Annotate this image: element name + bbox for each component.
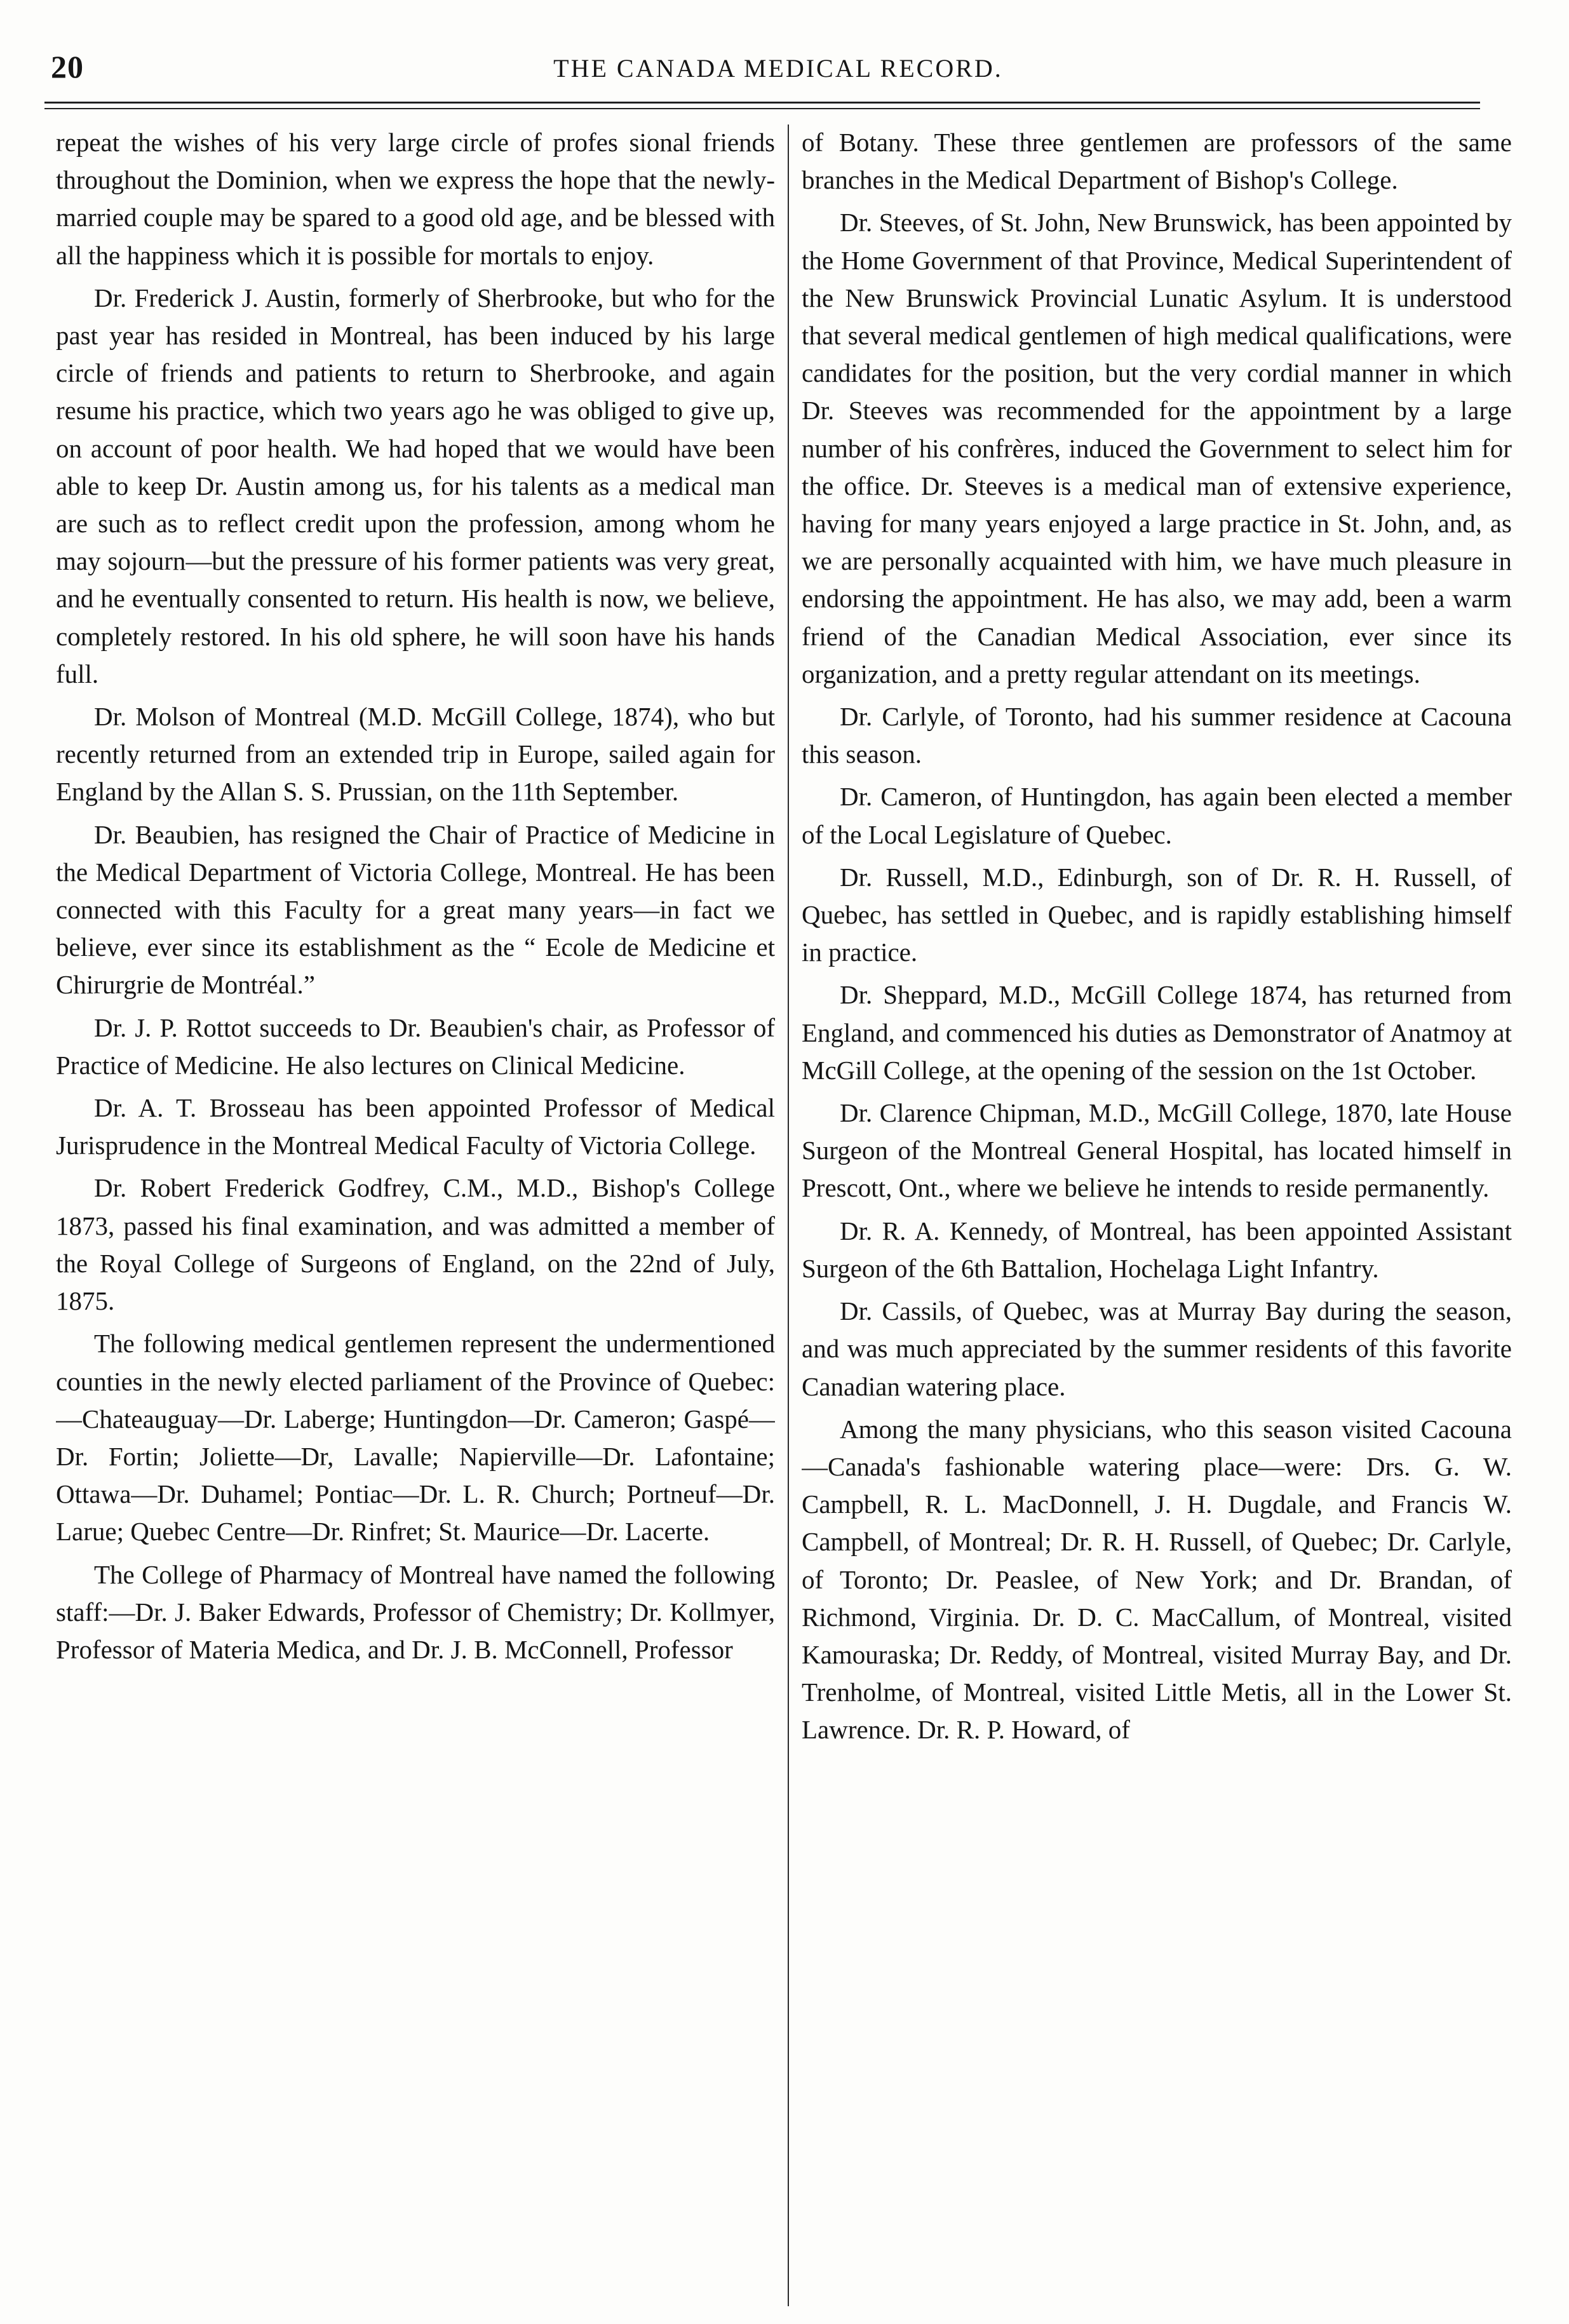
- paragraph-russell: Dr. Russell, M.D., Edinburgh, son of Dr. R. H. Russell, of Quebec, has settled in Quebec, and is rapidly establishing himself in practice.: [802, 862, 1512, 967]
- paragraph-pharmacy: The College of Pharmacy of Montreal have named the following staff:—Dr. J. Baker Edwards, Professor of Chemistry; Dr. Kollmyer, Professor of Materia Medica, and Dr. J. B. McConnell, Professor: [56, 1559, 775, 1664]
- header-rule-thin: [44, 108, 1480, 109]
- paragraph-botany-continued: of Botany. These three gentlemen are professors of the same branches in the Medical Department of Bishop's College.: [802, 128, 1512, 195]
- paragraph-cassils: Dr. Cassils, of Quebec, was at Murray Bay during the season, and was much appreciated by the summer residents of this favorite Canadian watering place.: [802, 1296, 1512, 1401]
- paragraph-continued-wishes: repeat the wishes of his very large circle of profes sional friends throughout the Dominion, when we express the hope that the newly-married couple may be spared to a good old age, and be blessed with all the happiness which it is possible for mortals to enjoy.: [56, 128, 775, 270]
- paragraph-austin: Dr. Frederick J. Austin, formerly of Sherbrooke, but who for the past year has resided in Montreal, has been induced by his large circle of friends and patients to return to Sherbrooke, and again resume his practice, which two years ago he was obliged to give up, on account of poor health. We had hoped that we would have been able to keep Dr. Austin among us, for his talents as a medical man are such as to reflect credit upon the profession, among whom he may sojourn—but the pressure of his former patients was very great, and he eventually consented to return. His health is now, we believe, completely restored. In his old sphere, he will soon have his hands full.: [56, 283, 775, 688]
- paragraph-beaubien: Dr. Beaubien, has resigned the Chair of Practice of Medicine in the Medical Department of Victoria College, Montreal. He has been connected with this Faculty for a great many years—in fact we believe, ever since its establishment as the “ Ecole de Medicine et Chirurgrie de Montréal.”: [56, 819, 775, 1000]
- journal-title: THE CANADA MEDICAL RECORD.: [553, 54, 1003, 83]
- paragraph-godfrey: Dr. Robert Frederick Godfrey, C.M., M.D., Bishop's College 1873, passed his final examination, and was admitted a member of the Royal College of Surgeons of England, on the 22nd of July, 1875.: [56, 1173, 775, 1316]
- paragraph-kennedy: Dr. R. A. Kennedy, of Montreal, has been appointed Assistant Surgeon of the 6th Battalion, Hochelaga Light Infantry.: [802, 1216, 1512, 1283]
- page-number: 20: [51, 49, 84, 84]
- paragraph-rottot: Dr. J. P. Rottot succeeds to Dr. Beaubien's chair, as Professor of Practice of Medicine. He also lectures on Clinical Medicine.: [56, 1012, 775, 1080]
- paragraph-cameron: Dr. Cameron, of Huntingdon, has again been elected a member of the Local Legislature of Quebec.: [802, 782, 1512, 849]
- paragraph-carlyle: Dr. Carlyle, of Toronto, had his summer residence at Cacouna this season.: [802, 702, 1512, 769]
- paragraph-brosseau: Dr. A. T. Brosseau has been appointed Professor of Medical Jurisprudence in the Montreal Medical Faculty of Victoria College.: [56, 1093, 775, 1160]
- page-header: [51, 46, 1505, 90]
- paragraph-molson: Dr. Molson of Montreal (M.D. McGill College, 1874), who but recently returned from an extended trip in Europe, sailed again for England by the Allan S. S. Prussian, on the 11th September.: [56, 702, 775, 807]
- paragraph-parliament: The following medical gentlemen represent the undermentioned counties in the newly elected parliament of the Province of Quebec:—Chateauguay—Dr. Laberge; Huntingdon—Dr. Cameron; Gaspé—Dr. Fortin; Joliette—Dr, Lavalle; Napierville—Dr. Lafontaine; Ottawa—Dr. Duhamel; Pontiac—Dr. L. R. Church; Portneuf—Dr. Larue; Quebec Centre—Dr. Rinfret; St. Maurice—Dr. Lacerte.: [56, 1329, 775, 1547]
- left-column: [56, 124, 775, 2309]
- column-divider: [788, 124, 789, 2306]
- right-column: [802, 124, 1512, 2309]
- header-rule: [44, 102, 1480, 104]
- paragraph-chipman: Dr. Clarence Chipman, M.D., McGill College, 1870, late House Surgeon of the Montreal General Hospital, has located himself in Prescott, Ont., where we believe he intends to reside permanently.: [802, 1098, 1512, 1203]
- paragraph-steeves: Dr. Steeves, of St. John, New Brunswick, has been appointed by the Home Government of that Province, Medical Superintendent of the New Brunswick Provincial Lunatic Asylum. It is understood that several medical gentlemen of high medical qualifications, were candidates for the position, but the very cordial manner in which Dr. Steeves was recommended for the appointment by a large number of his confrères, induced the Government to select him for the office. Dr. Steeves is a medical man of extensive experience, having for many years enjoyed a large practice in St. John, and, as we are personally acquainted with him, we have much pleasure in endorsing the appointment. He has also, we may add, been a warm friend of the Canadian Medical Association, ever since its organization, and a pretty regular attendant on its meetings.: [802, 208, 1512, 688]
- paragraph-sheppard: Dr. Sheppard, M.D., McGill College 1874, has returned from England, and commenced his duties as Demonstrator of Anatmoy at McGill College, at the opening of the session on the 1st October.: [802, 980, 1512, 1085]
- paragraph-cacouna-visitors: Among the many physicians, who this season visited Cacouna—Canada's fashionable watering place—were: Drs. G. W. Campbell, R. L. MacDonnell, J. H. Dugdale, and Francis W. Campbell, of Montreal; Dr. R. H. Russell, of Quebec; Dr. Carlyle, of Toronto; Dr. Peaslee, of New York; and Dr. Brandan, of Richmond, Virginia. Dr. D. C. MacCallum, of Montreal, visited Kamouraska; Dr. Reddy, of Montreal, visited Murray Bay, and Dr. Trenholme, of Montreal, visited Little Metis, all in the Lower St. Lawrence. Dr. R. P. Howard, of: [802, 1414, 1512, 1745]
